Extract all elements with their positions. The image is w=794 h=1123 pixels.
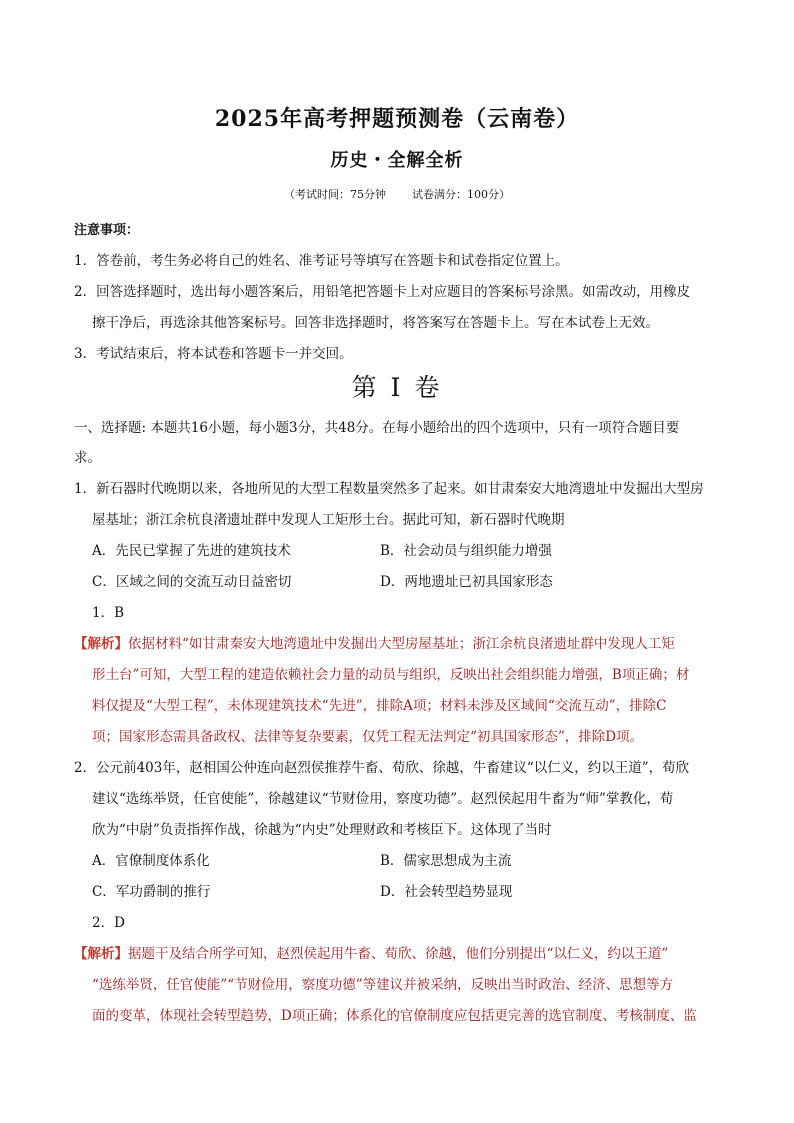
section-intro: 求。: [74, 450, 101, 466]
q2-stem: 建议“选练举贤，任官使能”，徐越建议“节财俭用，察度功德”。赵烈侯起用牛畜为“师”掌教化，荀: [92, 791, 674, 807]
exam-title: 2025年高考押题预测卷（云南卷）: [214, 106, 580, 132]
q1-stem: 屋基址；浙江余杭良渚遗址群中发现人工矩形土台。据此可知，新石器时代晚期: [92, 512, 565, 528]
full-score: 试卷满分：100分）: [412, 188, 510, 201]
q2-stem: 欣为“中尉”负责指挥作战，徐越为“内史”处理财政和考核臣下。这体现了当时: [92, 822, 552, 838]
q2-explanation: “选练举贤，任官使能”“节财俭用，察度功德”等建议并被采纳，反映出当时政治、经济、思想等方: [92, 977, 674, 993]
q1-answer: 1．B: [92, 605, 125, 621]
section-title: 第 I 卷: [351, 373, 443, 402]
notice-item: 擦干净后，再选涂其他答案标号。回答非选择题时，将答案写在答题卡上。写在本试卷上无效。: [92, 315, 659, 331]
q1-stem: 1．新石器时代晚期以来，各地所见的大型工程数量突然多了起来。如甘肃秦安大地湾遗址中发掘出大型房: [74, 481, 704, 497]
q1-explanation: 【解析】依据材料“如甘肃秦安大地湾遗址中发掘出大型房屋基址；浙江余杭良渚遗址群中发现人工矩: [74, 636, 675, 652]
exam-time: （考试时间：75分钟: [284, 188, 386, 201]
notice-item: 3．考试结束后，将本试卷和答题卡一并交回。: [74, 346, 353, 362]
notice-item: 1．答卷前，考生务必将自己的姓名、准考证号等填写在答题卡和试卷指定位置上。: [74, 253, 569, 269]
q1-option-d: D．两地遗址已初具国家形态: [380, 574, 553, 590]
q1-explanation: 项；国家形态需具备政权、法律等复杂要素，仅凭工程无法判定“初具国家形态”，排除D项。: [92, 729, 644, 745]
q2-explanation: 【解析】据题干及结合所学可知，赵烈侯起用牛畜、荀欣、徐越，他们分别提出“以仁义，约以王道”: [74, 946, 669, 962]
section-intro: 一、选择题: 本题共16小题，每小题3分，共48分。在每小题给出的四个选项中，只有一项符合题目要: [74, 420, 680, 436]
exam-subtitle: 历史・全解全析: [330, 150, 464, 171]
q1-explanation: 形土台”可知，大型工程的建造依赖社会力量的动员与组织，反映出社会组织能力增强，B项正确；材: [92, 667, 690, 683]
notice-heading: 注意事项：: [74, 223, 140, 238]
q2-option-b: B．儒家思想成为主流: [380, 853, 512, 869]
q2-option-c: C．军功爵制的推行: [92, 884, 211, 900]
q1-explanation: 料仅提及“大型工程”，未体现建筑技术“先进”，排除A项；材料未涉及区域间“交流互动”，排除C: [92, 698, 667, 714]
q1-option-a: A．先民已掌握了先进的建筑技术: [92, 543, 291, 559]
explanation-label: 【解析】: [74, 636, 128, 652]
q2-option-d: D．社会转型趋势显现: [380, 884, 513, 900]
q2-explanation: 面的变革，体现社会转型趋势，D项正确；体系化的官僚制度应包括更完善的选官制度、考核制度、监: [92, 1008, 697, 1024]
q2-stem: 2．公元前403年，赵相国公仲连向赵烈侯推荐牛畜、荀欣、徐越，牛畜建议“以仁义，约以王道”，荀欣: [74, 760, 690, 776]
q2-option-a: A．官僚制度体系化: [92, 853, 210, 869]
q1-option-b: B．社会动员与组织能力增强: [380, 543, 552, 559]
exam-info: [0, 186, 794, 202]
q1-option-c: C．区域之间的交流互动日益密切: [92, 574, 292, 590]
explanation-label: 【解析】: [74, 946, 128, 962]
q2-answer: 2．D: [92, 915, 125, 931]
notice-item: 2．回答选择题时，选出每小题答案后，用铅笔把答题卡上对应题目的答案标号涂黑。如需改动，用橡皮: [74, 284, 691, 300]
